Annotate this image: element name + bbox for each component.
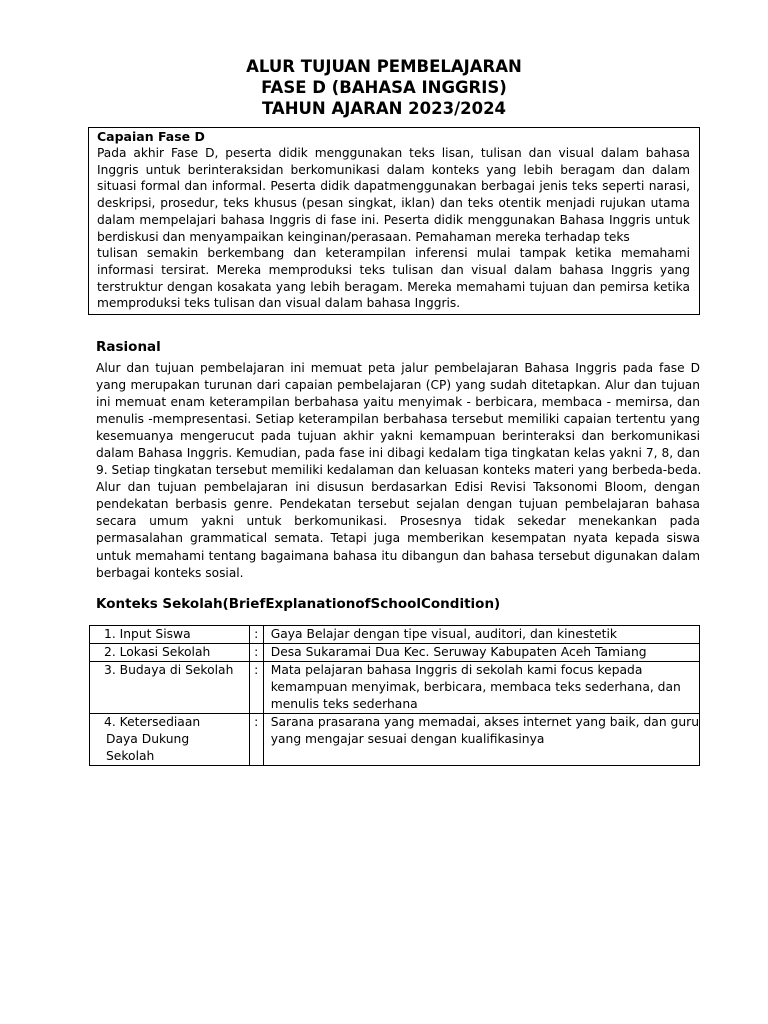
rasional-paragraph [96, 360, 700, 582]
capaian-line: dalam mempelajari bahasa Inggris di fase ini. Peserta didik menggunakan Bahasa Inggris untuk [97, 212, 690, 227]
row-label [90, 714, 250, 766]
row-value-text: Desa Sukaramai Dua Kec. Seruway Kabupaten Aceh Tamiang [270, 645, 647, 659]
rasional-line: ini memuat enam keterampilan berbahasa yaitu menyimak - berbicara, membaca - memirsa, dan [96, 395, 700, 410]
table-row [90, 662, 700, 714]
row-label-text: Sekolah [106, 749, 155, 763]
rasional-line: permasalahan grammatical semata. Tetapi juga memberikan kesempatan nyata kepada siswa [96, 531, 700, 546]
row-value-text: menulis teks sederhana [270, 697, 418, 711]
rasional-heading: Rasional [96, 339, 161, 355]
table-row [90, 626, 700, 644]
row-value-text: Mata pelajaran bahasa Inggris di sekolah kami focus kepada [270, 663, 643, 677]
document-title [0, 56, 768, 119]
row-separator: : [249, 626, 263, 644]
title-line-2: FASE D (BAHASA INGGRIS) [261, 78, 507, 97]
rasional-line: Alur dan tujuan pembelajaran ini memuat peta jalur pembelajaran Bahasa Inggris pada fase D [96, 361, 700, 375]
rasional-line: dalam Bahasa Inggris. Kemudian, pada fase ini dibagi kedalam tiga tingkatan kelas yakni 7, 8, dan [96, 446, 700, 461]
row-separator: : [249, 662, 263, 714]
capaian-line: informasi tersirat. Mereka memproduksi teks tulisan dan visual dalam bahasa Inggris yang [97, 262, 690, 277]
row-label-text: Daya Dukung [106, 732, 190, 746]
capaian-heading: Capaian Fase D [97, 129, 205, 144]
konteks-heading: Konteks Sekolah(BriefExplanationofSchoolCondition) [96, 596, 501, 612]
title-line-1: ALUR TUJUAN PEMBELAJARAN [246, 57, 522, 76]
rasional-line: kesemuanya mengerucut pada tujuan akhir yakni kemampuan berinteraksi dan berkomunikasi [96, 429, 700, 444]
row-label [90, 644, 250, 662]
capaian-line: berdiskusi dan menyampaikan keinginan/perasaan. Pemahaman mereka terhadap teks [97, 229, 630, 244]
konteks-table [89, 625, 700, 766]
row-value [263, 714, 699, 766]
row-label-text: 1. Input Siswa [104, 627, 191, 641]
capaian-line: Inggris untuk berinteraksidan berkomunikasi dalam konteks yang lebih beragam dan dalam [97, 162, 690, 177]
row-separator: : [249, 644, 263, 662]
rasional-line: pendekatan berbasis genre. Pendekatan tersebut sejalan dengan tujuan pembelajaran bahasa [96, 497, 700, 512]
row-label [90, 626, 250, 644]
row-value-text: Gaya Belajar dengan tipe visual, auditori, dan kinestetik [270, 627, 618, 641]
capaian-line: Pada akhir Fase D, peserta didik menggunakan teks lisan, tulisan dan visual dalam bahasa [97, 146, 690, 160]
row-value [263, 662, 699, 714]
row-value-text: kemampuan menyimak, berbicara, membaca teks sederhana, dan [270, 680, 681, 694]
row-label-text: 4. Ketersediaan [104, 715, 201, 729]
row-separator: : [249, 714, 263, 766]
row-label-text: 2. Lokasi Sekolah [104, 645, 211, 659]
table-row [90, 714, 700, 766]
capaian-line: deskripsi, prosedur, teks khusus (pesan singkat, iklan) dan teks otentik menjadi rujukan utama [97, 196, 690, 211]
rasional-line: menulis -mempresentasi. Setiap keterampilan berbahasa tersebut memiliki capaian tertentu yang [96, 412, 700, 427]
table-row [90, 644, 700, 662]
rasional-line: 9. Setiap tingkatan tersebut memiliki kedalaman dan keluasan konteks materi yang berbeda-beda. [96, 463, 702, 478]
rasional-line: berbagai konteks sosial. [96, 565, 244, 580]
row-value [263, 644, 699, 662]
capaian-line: tulisan semakin berkembang dan keterampilan inferensi mulai tampak ketika memahami [97, 246, 690, 261]
capaian-line: terstruktur dengan kosakata yang lebih beragam. Mereka memahami tujuan dan pemirsa ketika [97, 279, 690, 294]
rasional-line: untuk memahami tentang bagaimana bahasa itu dibangun dan bahasa tersebut digunakan dalam [96, 548, 700, 563]
title-line-3: TAHUN AJARAN 2023/2024 [261, 99, 507, 118]
row-label-text: 3. Budaya di Sekolah [104, 663, 234, 677]
row-value-text: Sarana prasarana yang memadai, akses internet yang baik, dan guru [270, 715, 699, 729]
row-value-text: yang mengajar sesuai dengan kualifikasinya [270, 732, 545, 746]
rasional-line: yang merupakan turunan dari capaian pembelajaran (CP) yang sudah ditetapkan. Alur dan tujuan [96, 378, 700, 393]
row-value [263, 626, 699, 644]
rasional-line: secara umum yakni untuk berkomunikasi. Prosesnya tidak sekedar menekankan pada [96, 514, 700, 529]
capaian-line: memproduksi teks tulisan dan visual dalam bahasa Inggris. [97, 296, 461, 311]
capaian-fase-box [88, 127, 700, 315]
rasional-line: Alur dan tujuan pembelajaran ini disusun berdasarkan Edisi Revisi Taksonomi Bloom, dengan [96, 480, 700, 495]
row-label [90, 662, 250, 714]
capaian-line: situasi formal dan informal. Peserta didik dapatmenggunakan berbagai jenis teks seperti narasi, [97, 179, 690, 194]
